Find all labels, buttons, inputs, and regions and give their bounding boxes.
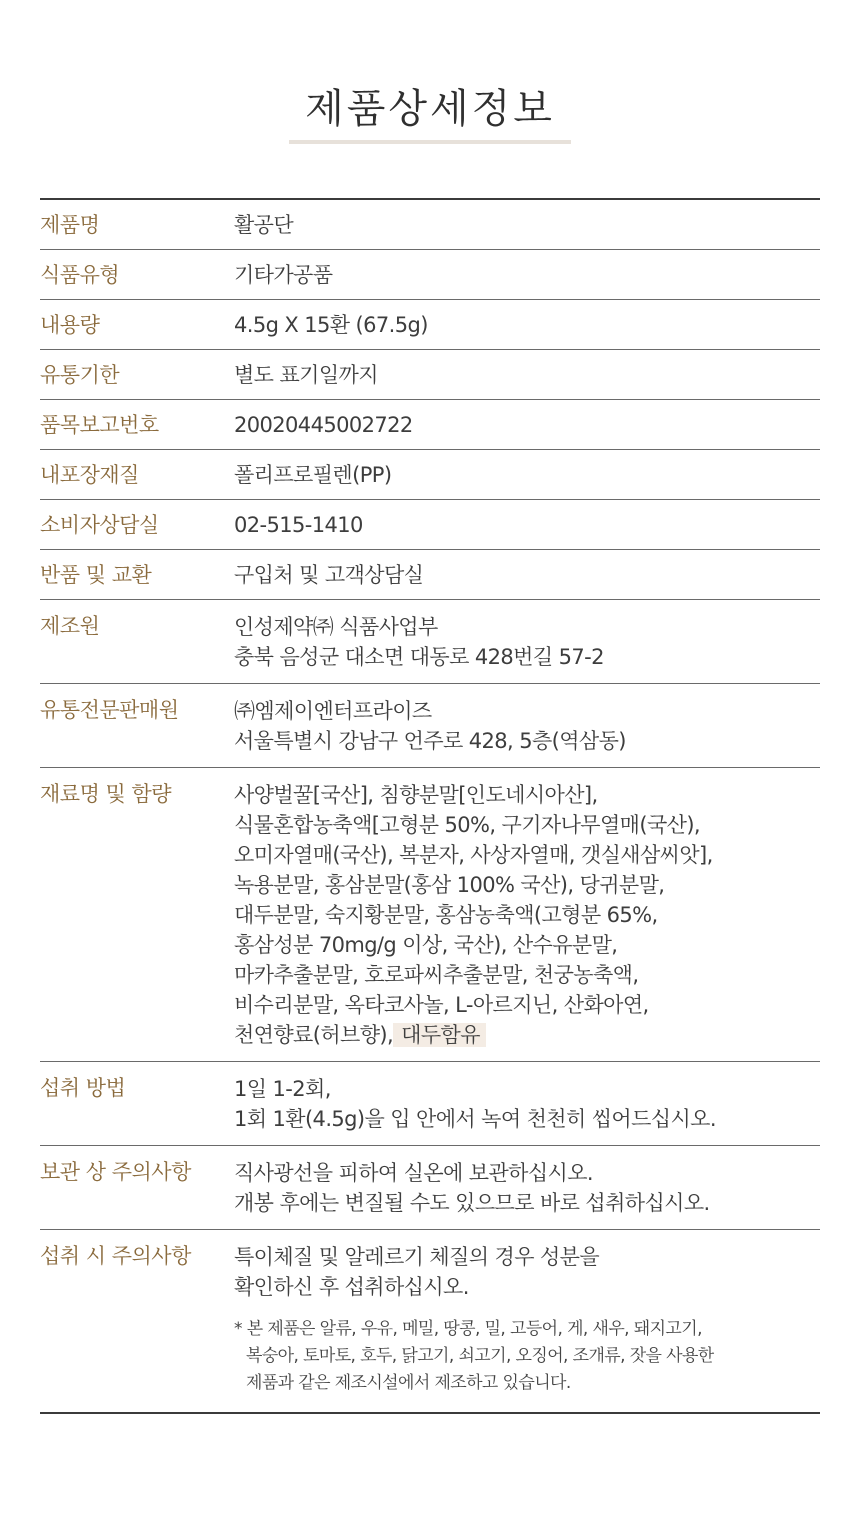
value-line: 20020445002722 — [234, 413, 413, 437]
row-label: 제품명 — [40, 213, 100, 237]
row-value — [234, 300, 820, 349]
table-row — [40, 250, 820, 300]
row-value — [234, 450, 820, 499]
row-value — [234, 684, 820, 767]
value-line: 1회 1환(4.5g)을 입 안에서 녹여 천천히 씹어드십시오. — [234, 1107, 716, 1131]
value-line: 활공단 — [234, 213, 294, 237]
row-label: 유통전문판매원 — [40, 698, 179, 722]
table-row — [40, 1062, 820, 1146]
note-line: 복숭아, 토마토, 호두, 닭고기, 쇠고기, 오징어, 조개류, 잣을 사용한 — [246, 1346, 714, 1366]
value-line: 기타가공품 — [234, 263, 333, 287]
table-row — [40, 1146, 820, 1230]
allergen-highlight: 대두함유 — [393, 1023, 486, 1047]
value-line: 1일 1-2회, — [234, 1077, 331, 1101]
value-line: 확인하신 후 섭취하십시오. — [234, 1275, 469, 1299]
value-line: 사양벌꿀[국산], 침향분말[인도네시아산], — [234, 783, 598, 807]
table-row — [40, 200, 820, 250]
value-line: 충북 음성군 대소면 대동로 428번길 57-2 — [234, 645, 604, 669]
value-line: 개봉 후에는 변질될 수도 있으므로 바로 섭취하십시오. — [234, 1191, 710, 1215]
product-info-table — [40, 198, 820, 1414]
row-label: 소비자상담실 — [40, 513, 159, 537]
value-line: 특이체질 및 알레르기 체질의 경우 성분을 — [234, 1245, 600, 1269]
value-line: 녹용분말, 홍삼분말(홍삼 100% 국산), 당귀분말, — [234, 873, 665, 897]
note-line: * 본 제품은 알류, 우유, 메밀, 땅콩, 밀, 고등어, 게, 새우, 돼지고기, — [234, 1319, 702, 1339]
row-label: 반품 및 교환 — [40, 563, 152, 587]
value-line: 폴리프로필렌(PP) — [234, 463, 392, 487]
table-row — [40, 450, 820, 500]
value-line: ㈜엠제이엔터프라이즈 — [234, 699, 432, 723]
row-value — [234, 1146, 820, 1229]
row-label: 내포장재질 — [40, 463, 139, 487]
table-row — [40, 400, 820, 450]
value-line: 마카추출분말, 호로파씨추출분말, 천궁농축액, — [234, 963, 639, 987]
row-label: 유통기한 — [40, 363, 120, 387]
row-label: 내용량 — [40, 313, 100, 337]
table-row — [40, 600, 820, 684]
page-title: 제품상세정보 — [305, 86, 555, 132]
row-label: 섭취 시 주의사항 — [40, 1244, 191, 1268]
row-value — [234, 200, 820, 249]
row-value — [234, 250, 820, 299]
value-text: 천연향료(허브향), — [234, 1023, 394, 1047]
table-row — [40, 550, 820, 600]
value-line: 별도 표기일까지 — [234, 363, 378, 387]
table-row — [40, 300, 820, 350]
value-line — [234, 1020, 820, 1050]
value-line: 4.5g X 15환 (67.5g) — [234, 313, 428, 337]
value-line: 02-515-1410 — [234, 513, 363, 537]
row-value — [234, 1062, 820, 1145]
row-label: 재료명 및 함량 — [40, 782, 172, 806]
value-line: 인성제약㈜ 식품사업부 — [234, 615, 438, 639]
value-line: 비수리분말, 옥타코사놀, L-아르지닌, 산화아연, — [234, 993, 649, 1017]
title-container — [0, 84, 860, 134]
value-line: 오미자열매(국산), 복분자, 사상자열매, 갯실새삼씨앗], — [234, 843, 713, 867]
row-label: 제조원 — [40, 614, 100, 638]
table-row — [40, 350, 820, 400]
row-value — [234, 400, 820, 449]
row-value — [234, 350, 820, 399]
title-underline — [289, 140, 571, 144]
row-value — [234, 550, 820, 599]
note-line: 제품과 같은 제조시설에서 제조하고 있습니다. — [246, 1373, 571, 1393]
row-label: 보관 상 주의사항 — [40, 1160, 191, 1184]
table-row — [40, 768, 820, 1062]
value-line: 직사광선을 피하여 실온에 보관하십시오. — [234, 1161, 593, 1185]
value-line: 홍삼성분 70mg/g 이상, 국산), 산수유분말, — [234, 933, 618, 957]
table-row — [40, 500, 820, 550]
table-row — [40, 684, 820, 768]
row-value — [234, 1230, 820, 1408]
table-row — [40, 1230, 820, 1412]
value-line: 구입처 및 고객상담실 — [234, 563, 424, 587]
value-line: 식물혼합농축액[고형분 50%, 구기자나무열매(국산), — [234, 813, 700, 837]
value-line: 대두분말, 숙지황분말, 홍삼농축액(고형분 65%, — [234, 903, 658, 927]
row-label: 섭취 방법 — [40, 1076, 126, 1100]
row-value — [234, 600, 820, 683]
row-value — [234, 768, 820, 1061]
allergen-note — [234, 1316, 820, 1397]
row-label: 품목보고번호 — [40, 413, 159, 437]
row-label: 식품유형 — [40, 263, 120, 287]
value-line: 서울특별시 강남구 언주로 428, 5층(역삼동) — [234, 729, 626, 753]
row-value — [234, 500, 820, 549]
